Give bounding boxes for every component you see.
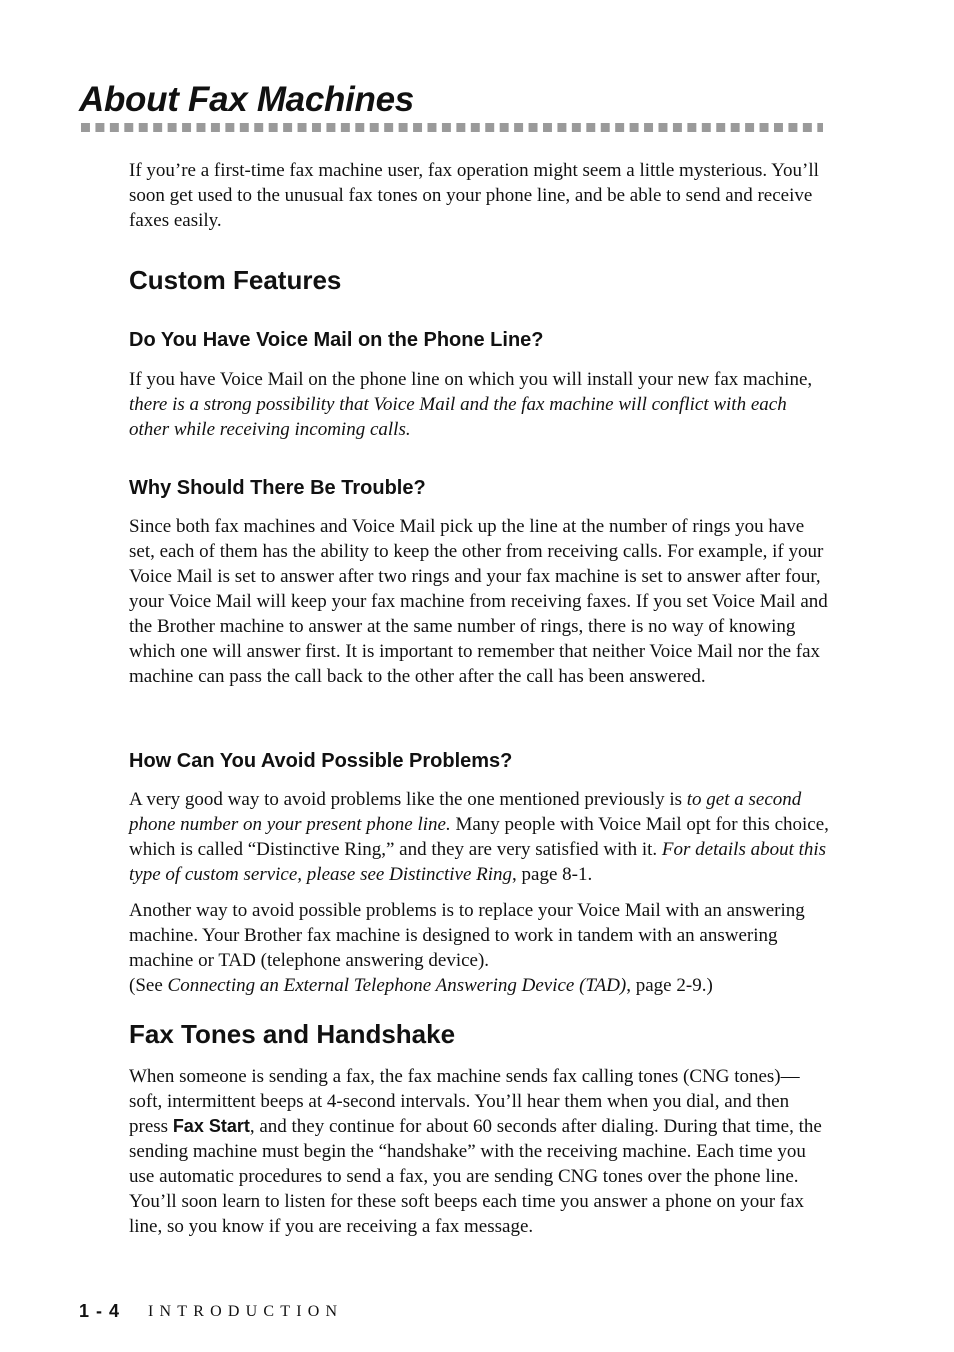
distinctive-ring-reference: For details about this type of custom service, please see Distinctive Ring: [129, 839, 827, 885]
voice-mail-heading: Do You Have Voice Mail on the Phone Line?: [129, 329, 544, 351]
avoid-problems-heading: How Can You Avoid Possible Problems?: [129, 750, 513, 772]
tad-page-ref: , page 2-9.): [626, 975, 713, 996]
page-title: About Fax Machines: [79, 80, 414, 119]
avoid-text-2: Many people with Voice Mail opt for this choice, which is called “Distinctive Ring,” and they are very satisfied with it.: [129, 814, 829, 860]
trouble-paragraph: Since both fax machines and Voice Mail pick up the line at the number of rings you have set, each of them has the ability to keep the other from receiving calls. For example, if your Voice Mail is set to answer after two rings and your fax machine is set to answer after four, your Voice Mail will keep your fax machine from receiving faxes. If you set Voice Mail and the Brother machine to answer at the same number of rings, there is no way of knowing which one will answer first. It is important to remember that neither Voice Mail nor the fax machine can pass the call back to the other after the call has been answered.: [129, 516, 828, 687]
answering-machine-text: Another way to avoid possible problems is to replace your Voice Mail with an answering machine. Your Brother fax machine is designed to work in tandem with an answering machine or TAD (telephone answering device).: [129, 900, 805, 971]
avoid-text-1: A very good way to avoid problems like the one mentioned previously is: [129, 789, 687, 810]
fax-tones-text-1: When someone is sending a fax, the fax machine sends fax calling tones (CNG tones)—soft, intermittent beeps at 4-second intervals. You’ll hear them when you dial, and then press: [129, 1066, 800, 1137]
footer-page-number: 1 - 4: [79, 1301, 121, 1321]
see-prefix: (See: [129, 975, 168, 996]
tad-reference: Connecting an External Telephone Answering Device (TAD): [167, 975, 627, 996]
custom-features-heading: Custom Features: [129, 265, 342, 295]
avoid-problems-paragraph-2: [129, 898, 829, 998]
fax-tones-text-2: , and they continue for about 60 seconds after dialing. During that time, the sending machine must begin the “handshake” with the receiving machine. Each time you use automatic procedures to send a fax, you are sending CNG tones over the phone line. You’ll soon learn to listen for these soft beeps each time you answer a phone on your fax line, so you know if you are receiving a fax message.: [129, 1116, 822, 1237]
voice-mail-paragraph: [129, 367, 829, 442]
fax-tones-heading: Fax Tones and Handshake: [129, 1019, 456, 1049]
avoid-problems-paragraph-1: [129, 787, 829, 887]
title-dotted-rule: [81, 123, 823, 132]
avoid-text-3: , page 8-1.: [512, 864, 593, 885]
fax-tones-paragraph: [129, 1064, 829, 1239]
intro-paragraph: If you’re a first-time fax machine user, fax operation might seem a little mysterious. You’ll soon get used to the unusual fax tones on your phone line, and be able to send and receive faxes easily.: [129, 160, 819, 231]
voice-mail-text: If you have Voice Mail on the phone line on which you will install your new fax machine,: [129, 369, 813, 390]
voice-mail-italic-text: there is a strong possibility that Voice Mail and the fax machine will conflict with each other while receiving incoming calls.: [129, 394, 787, 440]
trouble-heading: Why Should There Be Trouble?: [129, 477, 426, 499]
fax-start-key-label: Fax Start: [172, 1116, 250, 1136]
avoid-italic-1: to get a second phone number on your present phone line.: [129, 789, 802, 835]
footer-section-name: INTRODUCTION: [148, 1303, 344, 1320]
